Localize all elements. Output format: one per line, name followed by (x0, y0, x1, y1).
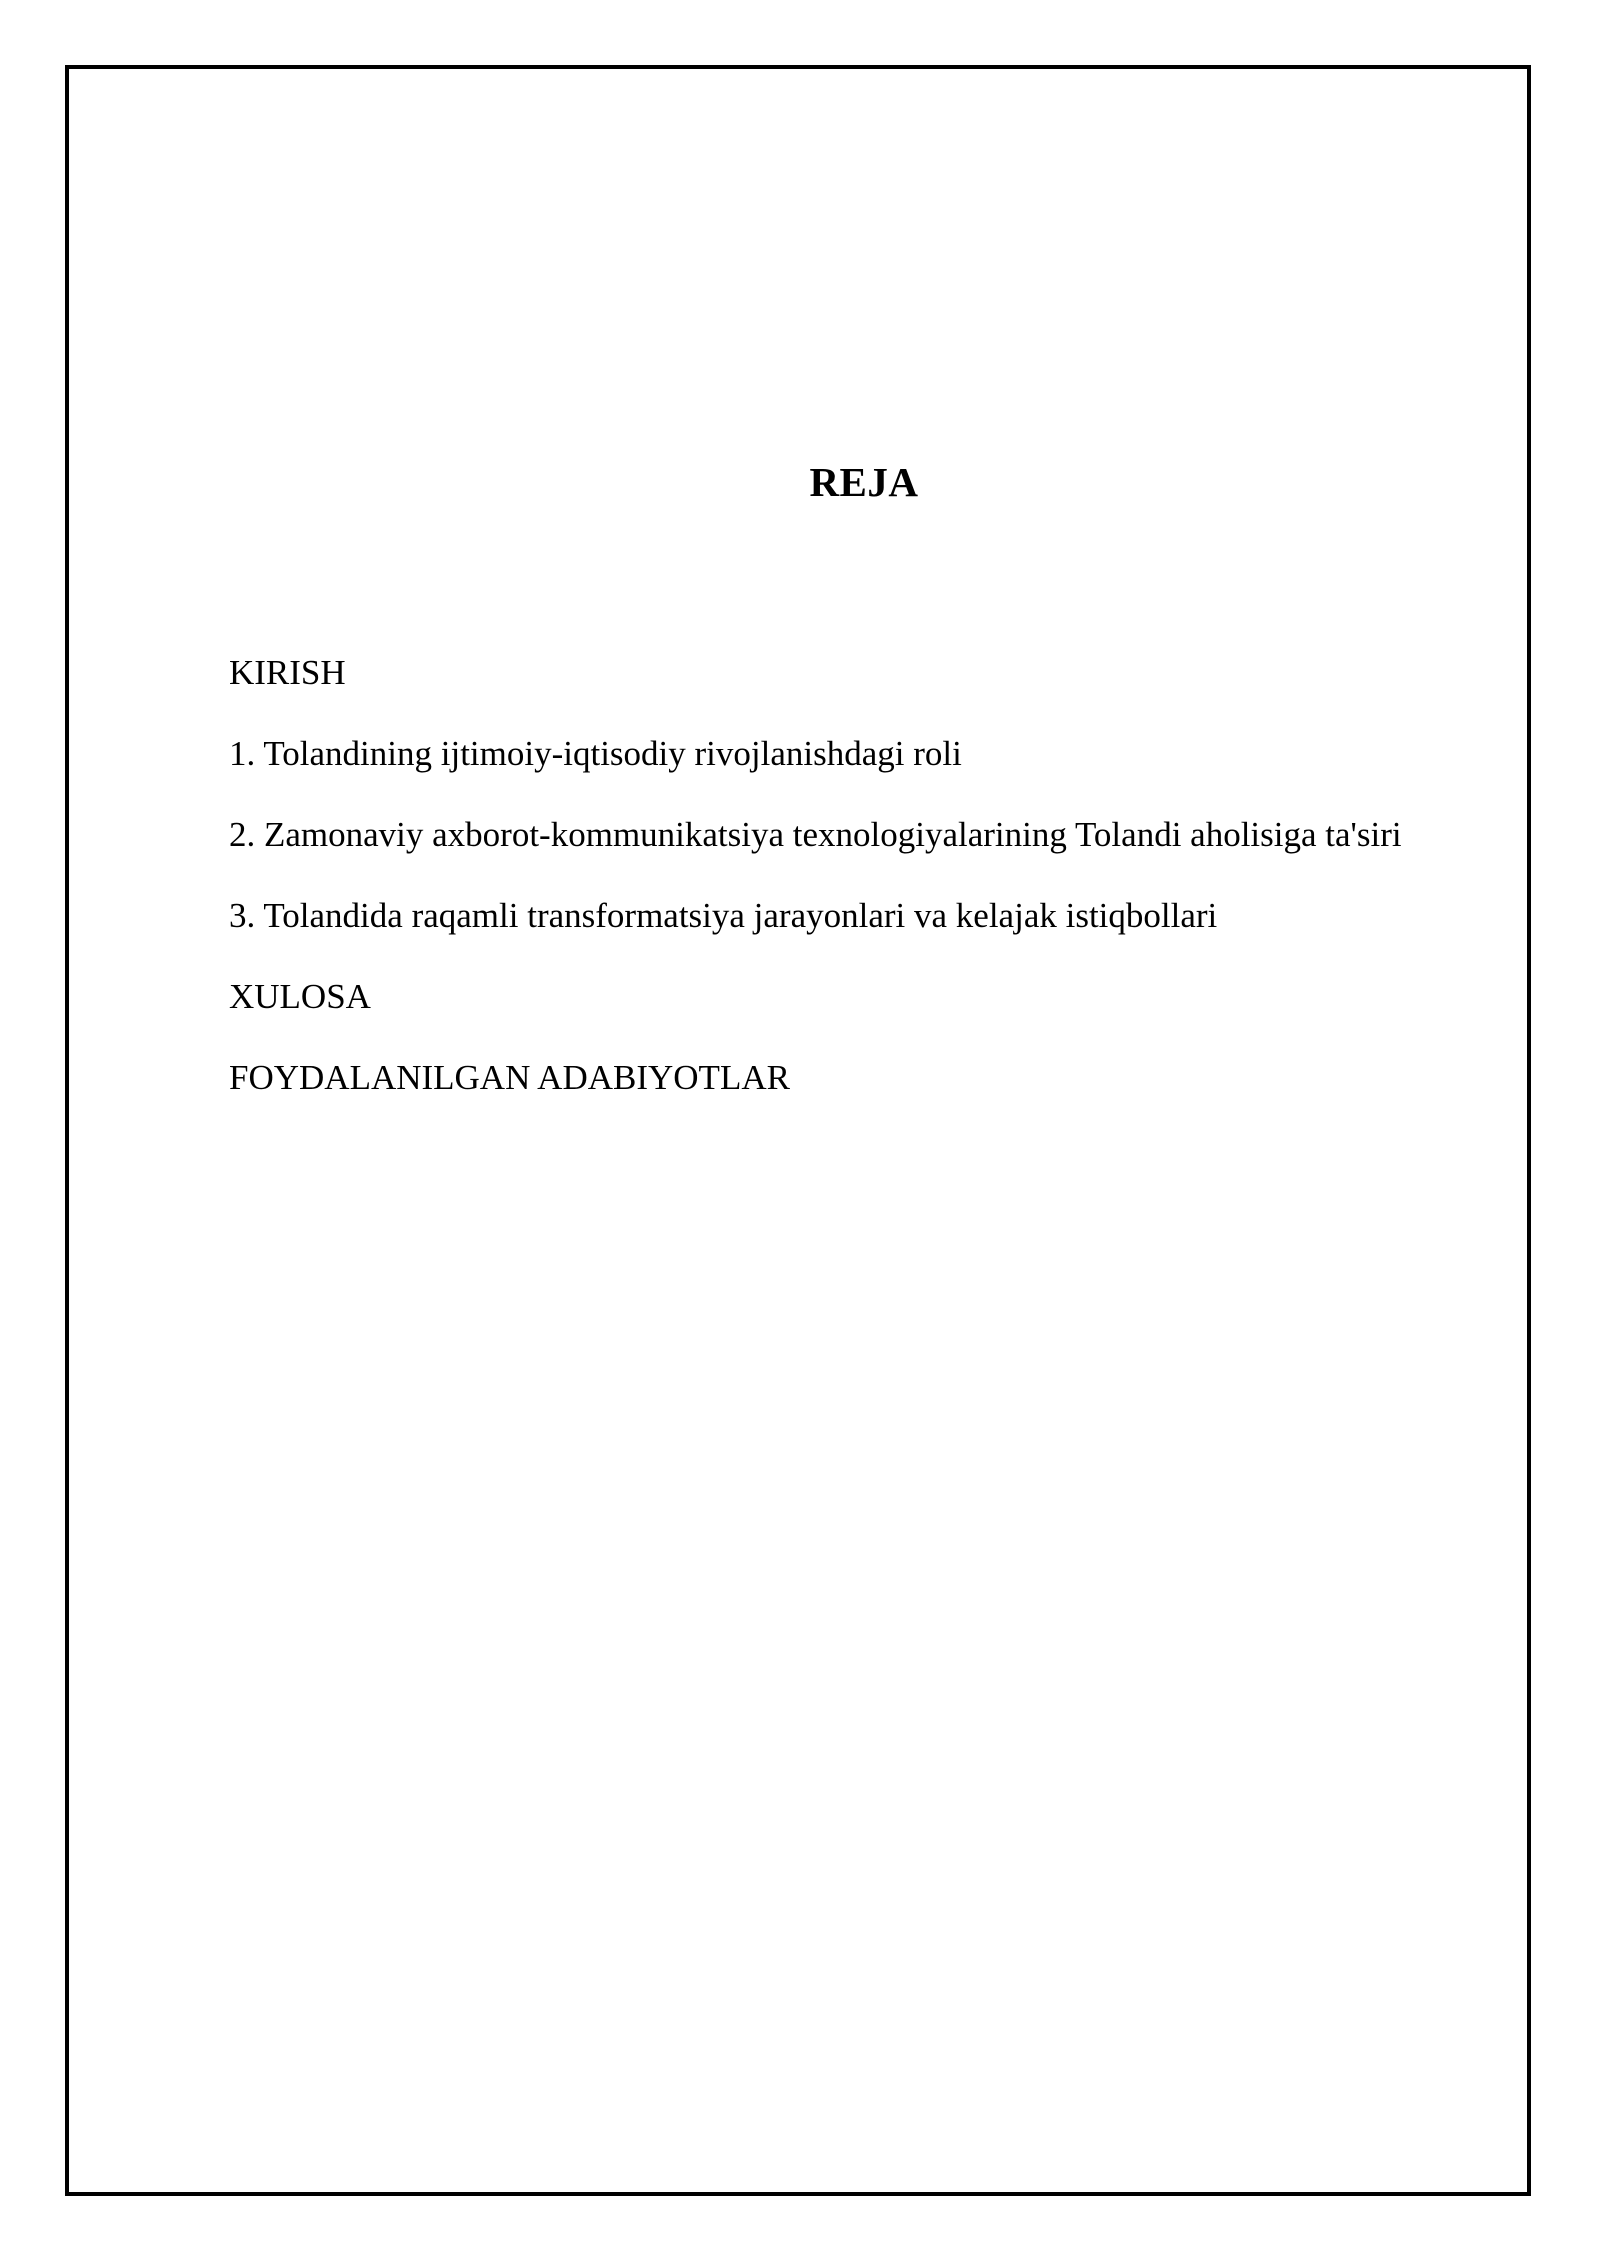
toc-entry-references: FOYDALANILGAN ADABIYOTLAR (229, 1058, 790, 1097)
toc-entry-chapter-2: 2. Zamonaviy axborot-kommunikatsiya texnologiyalarining Tolandi aholisiga ta'siri (229, 815, 1402, 854)
toc-entry-chapter-1: 1. Tolandining ijtimoiy-iqtisodiy rivojlanishdagi roli (229, 734, 962, 773)
table-of-contents (229, 640, 1429, 1126)
page-border-frame (65, 65, 1531, 2196)
toc-entry-conclusion: XULOSA (229, 977, 371, 1016)
toc-entry-introduction: KIRISH (229, 653, 346, 692)
toc-entry-chapter-3: 3. Tolandida raqamli transformatsiya jarayonlari va kelajak istiqbollari (229, 896, 1218, 935)
page-title: REJA (809, 459, 919, 505)
